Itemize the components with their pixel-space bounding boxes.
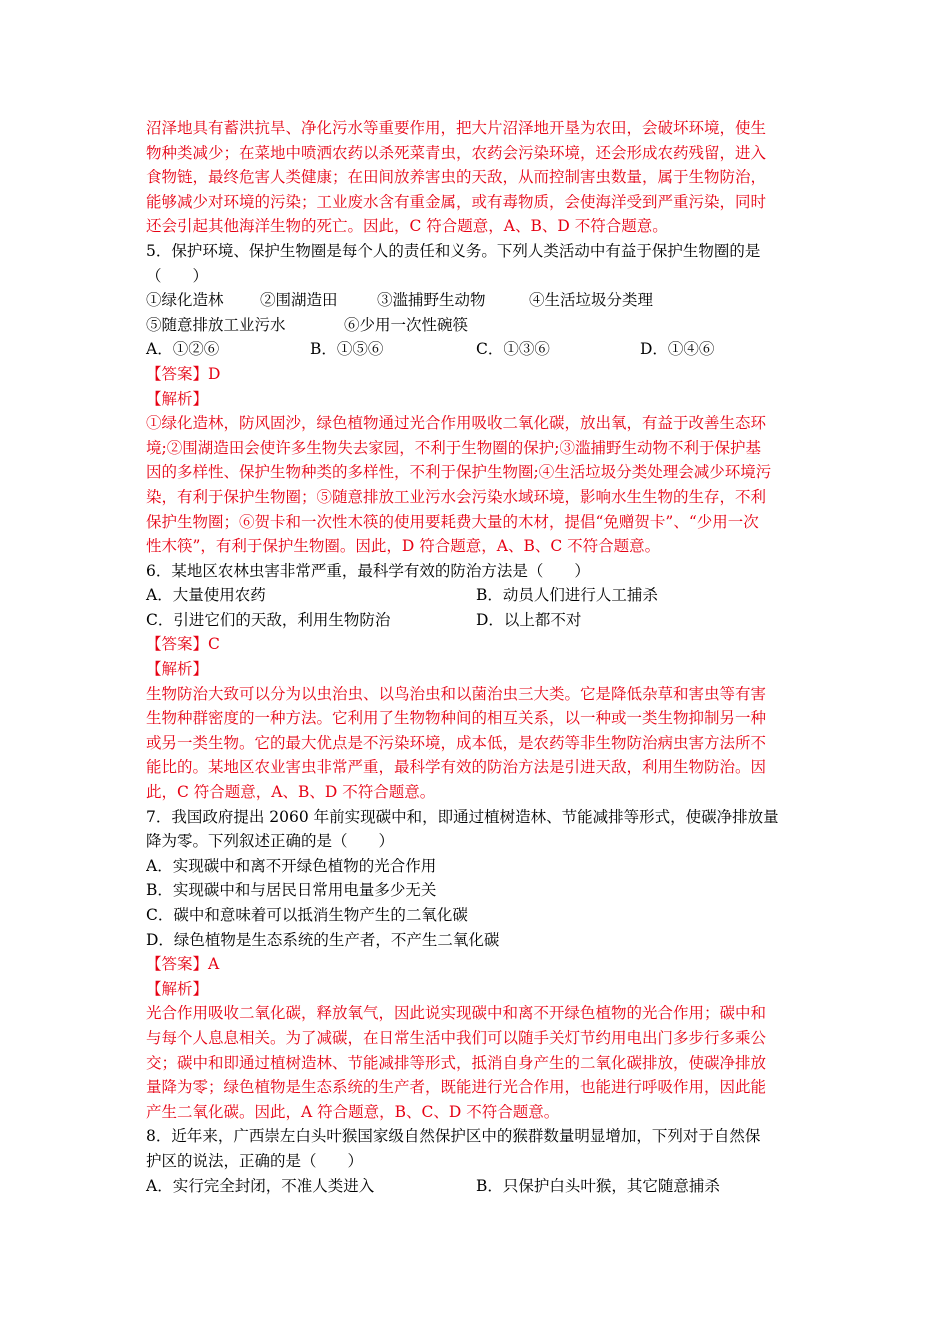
text-line: 性木筷”，有利于保护生物圈。因此，D 符合题意，A、B、C 不符合题意。: [146, 537, 661, 556]
analysis-text: [146, 682, 810, 805]
statement-item: ④生活垃圾分类理: [529, 291, 654, 310]
analysis-label: 【解析】: [146, 389, 209, 408]
intro-explanation: [146, 116, 810, 239]
text-line: 沼泽地具有蓄洪抗旱、净化污水等重要作用，把大片沼泽地开垦为农田，会破坏环境，使生: [146, 119, 767, 137]
question-5: [146, 239, 810, 559]
page-content: [146, 116, 810, 1198]
question-8: [146, 1124, 810, 1198]
question-stem: 5．保护环境、保护生物圈是每个人的责任和义务。下列人类活动中有益于保护生物圈的是: [146, 241, 761, 260]
option-c: C．①③⑥: [476, 340, 550, 359]
analysis-text: [146, 411, 810, 559]
option-d: D．绿色植物是生态系统的生产者，不产生二氧化碳: [146, 930, 500, 949]
option-b: B．实现碳中和与居民日常用电量多少无关: [146, 881, 437, 900]
option-c: C．引进它们的天敌，利用生物防治: [146, 610, 391, 629]
question-stem: 8．近年来，广西崇左白头叶猴国家级自然保护区中的猴群数量明显增加，下列对于自然保: [146, 1127, 761, 1146]
text-line: 物种类减少；在菜地中喷洒农药以杀死菜青虫，农药会污染环境，还会形成农药残留，进入: [146, 143, 767, 162]
text-line: 保护生物圈；⑥贺卡和一次性木筷的使用要耗费大量的木材，提倡“免赠贺卡”、“少用一次: [146, 512, 759, 531]
option-d: D．以上都不对: [476, 610, 582, 629]
answer: 【答案】D: [146, 364, 221, 383]
option-b: B．动员人们进行人工捕杀: [476, 586, 658, 605]
statement-row: [146, 313, 810, 338]
text-line: 还会引起其他海洋生物的死亡。因此，C 符合题意，A、B、D 不符合题意。: [146, 217, 668, 236]
option-a: A．实现碳中和离不开绿色植物的光合作用: [146, 856, 437, 875]
option-d: D．①④⑥: [640, 340, 715, 359]
question-7: [146, 805, 810, 1125]
statement-item: ①绿化造林: [146, 291, 224, 310]
text-line: 产生二氧化碳。因此，A 符合题意，B、C、D 不符合题意。: [146, 1102, 560, 1121]
analysis-label: 【解析】: [146, 979, 209, 998]
text-line: ①绿化造林，防风固沙，绿色植物通过光合作用吸收二氧化碳，放出氧，有益于改善生态环: [146, 414, 767, 433]
options-row: [146, 337, 810, 362]
option-b: B．①⑤⑥: [310, 340, 384, 359]
text-line: 生物种群密度的一种方法。它利用了生物物种间的相互关系，以一种或一类生物抑制另一种: [146, 709, 767, 728]
question-stem: （ ）: [146, 266, 209, 285]
question-stem: 降为零。下列叙述正确的是（ ）: [146, 832, 395, 851]
text-line: 食物链，最终危害人类健康；在田间放养害虫的天敌，从而控制害虫数量，属于生物防治，: [146, 168, 767, 187]
option-c: C．碳中和意味着可以抵消生物产生的二氧化碳: [146, 906, 468, 924]
question-stem: 护区的说法，正确的是（ ）: [146, 1151, 364, 1170]
option-a: A．①②⑥: [146, 340, 220, 359]
answer: 【答案】A: [146, 955, 220, 974]
option-b: B．只保护白头叶猴，其它随意捕杀: [476, 1176, 720, 1195]
option-a: A．实行完全封闭，不准人类进入: [146, 1176, 375, 1195]
options-row: [146, 1174, 810, 1199]
options-row: [146, 608, 810, 633]
text-line: 此，C 符合题意，A、B、D 不符合题意。: [146, 783, 436, 802]
text-line: 境;②围湖造田会使许多生物失去家园，不利于生物圈的保护;③滥捕野生动物不利于保护基: [146, 438, 761, 457]
statement-item: ⑥少用一次性碗筷: [344, 315, 469, 334]
text-line: 染，有利于保护生物圈；⑤随意排放工业污水会污染水域环境，影响水生生物的生存，不利: [146, 487, 767, 506]
text-line: 能比的。某地区农业害虫非常严重，最科学有效的防治方法是引进天敌，利用生物防治。因: [146, 758, 767, 777]
text-line: 或另一类生物。它的最大优点是不污染环境，成本低，是农药等非生物防治病虫害方法所不: [146, 733, 767, 752]
text-line: 交；碳中和即通过植树造林、节能减排等形式，抵消自身产生的二氧化碳排放，使碳净排放: [146, 1053, 767, 1072]
answer: 【答案】C: [146, 635, 220, 654]
text-line: 与每个人息息相关。为了减碳，在日常生活中我们可以随手关灯节约用电出门多步行多乘公: [146, 1028, 767, 1047]
question-stem: 6．某地区农林虫害非常严重，最科学有效的防治方法是（ ）: [146, 561, 590, 580]
text-line: 光合作用吸收二氧化碳，释放氧气，因此说实现碳中和离不开绿色植物的光合作用；碳中和: [146, 1004, 767, 1023]
analysis-text: [146, 1001, 810, 1124]
text-line: 因的多样性、保护生物种类的多样性，不利于保护生物圈;④生活垃圾分类处理会减少环境污: [146, 463, 772, 482]
statement-row: [146, 288, 810, 313]
options-row: [146, 583, 810, 608]
option-a: A．大量使用农药: [146, 586, 266, 605]
question-stem: 7．我国政府提出 2060 年前实现碳中和，即通过植树造林、节能减排等形式，使碳净排放量: [146, 807, 779, 826]
text-line: 能够减少对环境的污染；工业废水含有重金属，或有毒物质，会使海洋受到严重污染，同时: [146, 192, 767, 211]
statement-item: ②围湖造田: [260, 291, 338, 310]
text-line: 生物防治大致可以分为以虫治虫、以鸟治虫和以菌治虫三大类。它是降低杂草和害虫等有害: [146, 684, 767, 703]
statement-item: ⑤随意排放工业污水: [146, 315, 286, 334]
analysis-label: 【解析】: [146, 660, 209, 679]
statement-item: ③滥捕野生动物: [377, 291, 486, 310]
text-line: 量降为零；绿色植物是生态系统的生产者，既能进行光合作用，也能进行呼吸作用，因此能: [146, 1078, 767, 1097]
question-6: [146, 559, 810, 805]
